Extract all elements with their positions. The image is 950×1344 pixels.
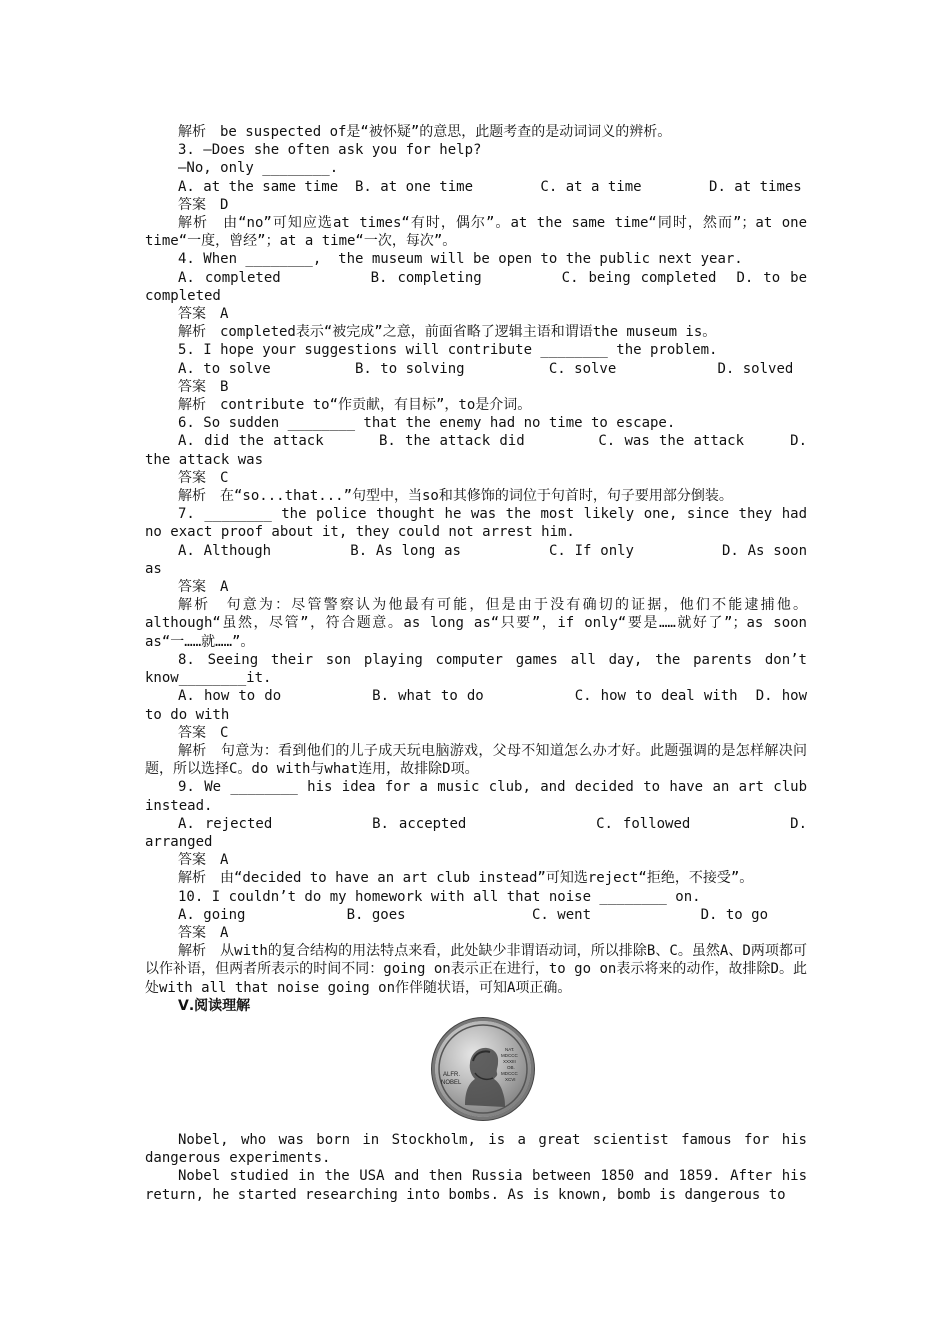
explanation-line: 解析 句意为：看到他们的儿子成天玩电脑游戏，父母不知道怎么办才好。此题强调的是怎样解决问题，所以选择C。do with与what连用，故排除D项。 xyxy=(145,742,807,778)
options-line: A. to solve B. to solving C. solve D. solved xyxy=(178,360,794,377)
medal-right-text: NAT. MDCCC XXXIII OB. MDCCC XCVI xyxy=(501,1046,518,1082)
answer-line: 答案 A xyxy=(178,306,229,323)
nobel-medal-icon xyxy=(435,1021,531,1117)
reading-passage xyxy=(145,1131,816,1204)
section-title: Ⅴ.阅读理解 xyxy=(178,997,251,1014)
options-line: A. going B. goes C. went D. to go xyxy=(178,906,769,923)
explanation-line: 解析 contribute to“作贡献，有目标”，to是介词。 xyxy=(178,397,532,414)
answer-line: 答案 C xyxy=(178,469,229,486)
explanation-line: 解析 在“so...that...”句型中，当so和其修饰的词位于句首时，句子要用部分倒装。 xyxy=(178,488,733,505)
explanation-line: 解析 由“decided to have an art club instead”可知选reject“拒绝，不接受”。 xyxy=(178,870,754,887)
text-line: 3. —Does she often ask you for help? xyxy=(178,142,482,159)
question-line: 9. We ________ his idea for a music club, and decided to have an art club instead. xyxy=(145,779,816,814)
medal-figure xyxy=(145,1021,807,1125)
text-line: —No, only ________. xyxy=(178,160,339,177)
document-content xyxy=(145,123,816,1204)
explanation-line: 解析 句意为：尽管警察认为他最有可能，但是由于没有确切的证据，他们不能逮捕他。although“虽然，尽管”，符合题意。as long as“只要”，if only“要是……就好了”；as soon as“一……就……”。 xyxy=(145,597,816,650)
medal-left-text: ALFR. NOBEL xyxy=(441,1071,462,1086)
medal-portrait xyxy=(435,1021,531,1117)
answer-line: 答案 B xyxy=(178,378,229,395)
options-line: A. rejected B. accepted C. followed D. arranged xyxy=(145,815,816,850)
options-line: A. Although B. As long as C. If only D. As soon as xyxy=(145,542,816,577)
explanation-line: 解析 从with的复合结构的用法特点来看，此处缺少非谓语动词，所以排除B、C。虽然A、D两项都可以作补语，但两者所表示的时间不同：going on表示正在进行，to go on表示将来的动作，故排除D。此处with all that noise going on作伴随状语，可知A项正确。 xyxy=(145,943,807,996)
passage-paragraph: Nobel, who was born in Stockholm, is a great scientist famous for his dangerous experiments. xyxy=(145,1131,816,1167)
exercise-lines xyxy=(145,123,816,997)
answer-line: 答案 A xyxy=(178,852,229,869)
question-line: 5. I hope your suggestions will contribute ________ the problem. xyxy=(178,342,718,359)
explanation-line: 解析 completed表示“被完成”之意，前面省略了逻辑主语和谓语the museum is。 xyxy=(178,324,717,341)
answer-line: 答案 A xyxy=(178,579,229,596)
options-line: A. did the attack B. the attack did C. was the attack D. the attack was xyxy=(145,433,816,468)
question-line: 7. ________ the police thought he was the most likely one, since they had no exact proof about it, they could not arrest him. xyxy=(145,506,816,541)
passage-paragraph: Nobel studied in the USA and then Russia between 1850 and 1859. After his return, he started researching into bombs. As is known, bomb is dangerous to xyxy=(145,1168,816,1203)
answer-line: 答案 D xyxy=(178,196,229,213)
options-line: A. at the same time B. at one time C. at a time D. at times xyxy=(178,178,802,195)
answer-line: 答案 A xyxy=(178,924,229,941)
text-line: 解析 be suspected of是“被怀疑”的意思，此题考查的是动词词义的辨析。 xyxy=(178,124,672,140)
options-line: A. how to do B. what to do C. how to deal with D. how to do with xyxy=(145,688,816,723)
explanation-line: 解析 由“no”可知应选at times“有时，偶尔”。at the same time“同时，然而”；at one time“一度，曾经”；at a time“一次，每次”。 xyxy=(145,215,816,250)
options-line: A. completed B. completing C. being completed D. to be completed xyxy=(145,269,816,304)
question-line: 8. Seeing their son playing computer games all day, the parents don’t know________it. xyxy=(145,651,816,687)
question-line: 6. So sudden ________ that the enemy had no time to escape. xyxy=(178,415,676,432)
question-line: 10. I couldn’t do my homework with all that noise ________ on. xyxy=(178,888,701,905)
answer-line: 答案 C xyxy=(178,724,229,741)
question-line: 4. When ________, the museum will be open to the public next year. xyxy=(178,251,743,268)
